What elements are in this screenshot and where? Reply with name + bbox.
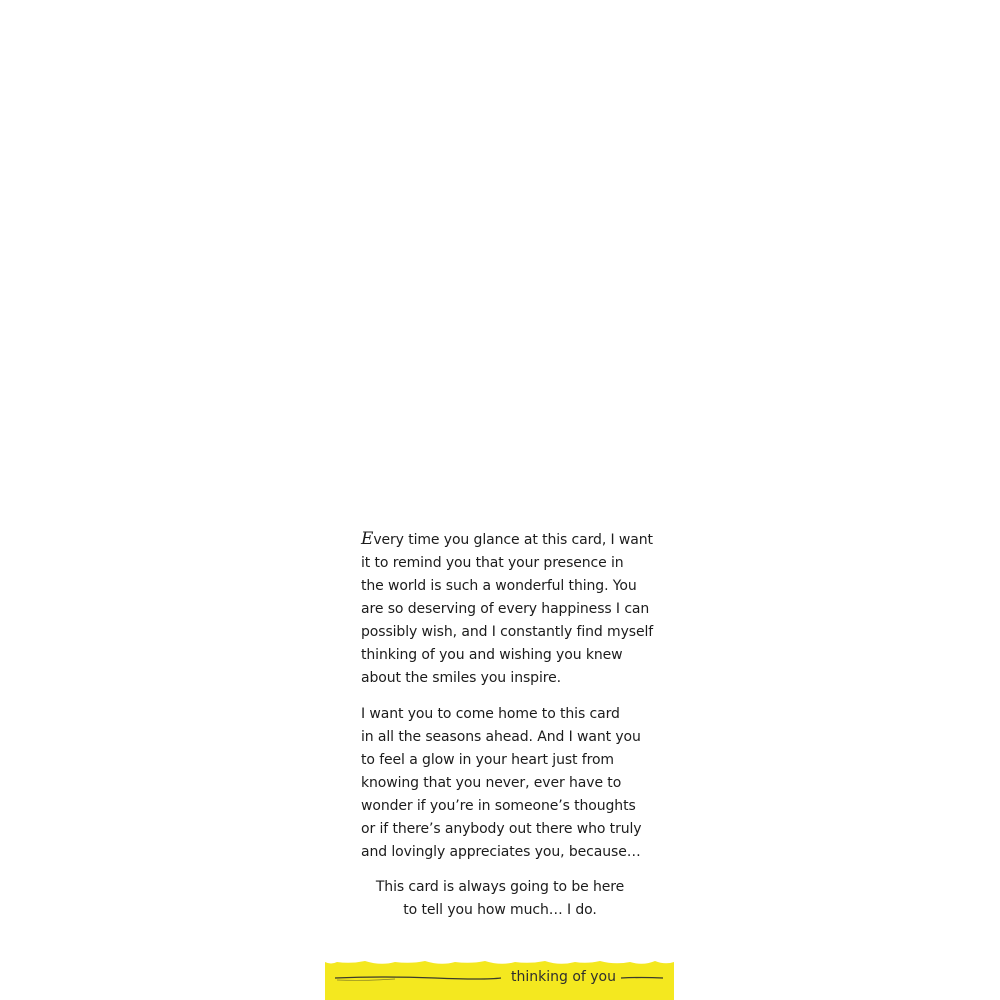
paragraph-1-line: thinking of you and wishing you knew <box>361 647 623 663</box>
paragraph-1-line: are so deserving of every happiness I can <box>361 601 650 617</box>
paragraph-1-line: Every time you glance at this card, I want <box>361 529 653 549</box>
paragraph-1-line: about the smiles you inspire. <box>361 670 561 686</box>
paragraph-2-line: I want you to come home to this card <box>361 706 620 722</box>
closing-message <box>340 876 660 922</box>
closing-line: to tell you how much… I do. <box>403 902 597 918</box>
paragraph-2-line: and lovingly appreciates you, because… <box>361 844 641 860</box>
paragraph-2 <box>361 703 651 864</box>
paragraph-2-line: or if there’s anybody out there who truly <box>361 821 642 837</box>
footer-band-decoration <box>325 958 674 1000</box>
footer-band <box>325 958 674 1000</box>
brush-edge <box>325 958 674 964</box>
right-rule <box>621 978 663 979</box>
left-rule-tail <box>337 979 395 980</box>
paragraph-2-line: to feel a glow in your heart just from <box>361 752 614 768</box>
paragraph-1 <box>361 528 654 690</box>
paragraph-2-line: knowing that you never, ever have to <box>361 775 622 791</box>
paragraph-2-line: wonder if you’re in someone’s thoughts <box>361 798 636 814</box>
card-message <box>361 528 654 864</box>
paragraph-1-line: the world is such a wonderful thing. You <box>361 578 637 594</box>
closing-line: This card is always going to be here <box>375 879 625 895</box>
left-rule <box>335 977 501 979</box>
paragraph-1-line: possibly wish, and I constantly find myself <box>361 624 654 640</box>
drop-cap-letter: E <box>361 529 374 549</box>
footer-label: thinking of you <box>511 969 616 985</box>
paragraph-1-line: it to remind you that your presence in <box>361 555 624 571</box>
paragraph-2-line: in all the seasons ahead. And I want you <box>361 729 641 745</box>
